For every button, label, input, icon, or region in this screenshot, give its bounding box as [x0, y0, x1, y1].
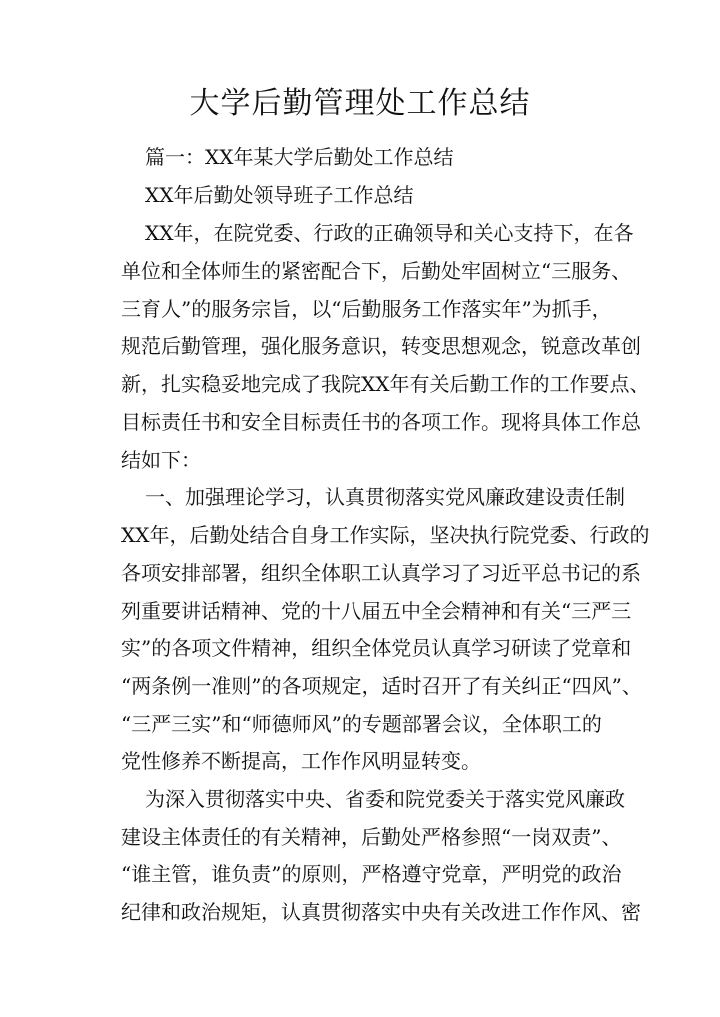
paragraph-line: “三严三实”和“师德师风”的专题部署会议，全体职工的	[121, 712, 602, 736]
paragraph-line: 实”的各项文件精神，组织全体党员认真学习研读了党章和	[121, 636, 632, 660]
paragraph-line: XX年，在院党委、行政的正确领导和关心支持下，在各	[145, 221, 634, 245]
paragraph-line: “谁主管，谁负责”的原则，严格遵守党章，严明党的政治	[121, 862, 622, 886]
paragraph-line: 列重要讲话精神、党的十八届五中全会精神和有关“三严三	[121, 599, 632, 623]
paragraph-line: 三育人”的服务宗旨，以“后勤服务工作落实年”为抓手，	[121, 297, 612, 321]
paragraph-line: 各项安排部署，组织全体职工认真学习了习近平总书记的系	[121, 561, 641, 585]
paragraph-line: XX年，后勤处结合自身工作实际，坚决执行院党委、行政的	[121, 523, 650, 547]
paragraph-line: 纪律和政治规矩，认真贯彻落实中央有关改进工作作风、密	[121, 900, 641, 924]
document-title: 大学后勤管理处工作总结	[189, 86, 531, 121]
paragraph-line: 一、加强理论学习，认真贯彻落实党风廉政建设责任制	[145, 485, 625, 509]
paragraph-line: 篇一：XX年某大学后勤处工作总结	[145, 145, 454, 169]
paragraph-line: 新，扎实稳妥地完成了我院XX年有关后勤工作的工作要点、	[121, 372, 650, 396]
paragraph-line: 建设主体责任的有关精神，后勤处严格参照“一岗双责”、	[121, 825, 622, 849]
paragraph-line: 规范后勤管理，强化服务意识，转变思想观念，锐意改革创	[121, 334, 641, 358]
paragraph-line: 目标责任书和安全目标责任书的各项工作。现将具体工作总	[121, 410, 641, 434]
paragraph-line: 结如下：	[121, 448, 201, 472]
paragraph-line: XX年后勤处领导班子工作总结	[145, 183, 414, 207]
paragraph-line: 为深入贯彻落实中央、省委和院党委关于落实党风廉政	[145, 787, 625, 811]
paragraph-line: “两条例一准则”的各项规定，适时召开了有关纠正“四风”、	[121, 674, 642, 698]
paragraph-line: 单位和全体师生的紧密配合下，后勤处牢固树立“三服务、	[121, 259, 632, 283]
paragraph-line: 党性修养不断提高，工作作风明显转变。	[121, 749, 481, 773]
